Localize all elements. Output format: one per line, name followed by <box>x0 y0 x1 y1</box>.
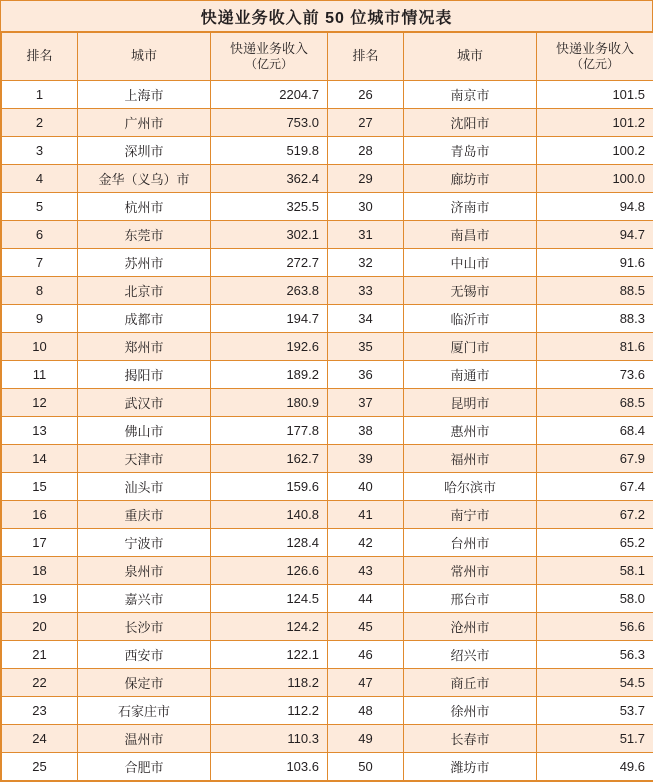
cell-revenue-left: 362.4 <box>211 165 328 193</box>
cell-rank-left: 5 <box>2 193 78 221</box>
cell-rank-left: 2 <box>2 109 78 137</box>
cell-city-right: 无锡市 <box>404 277 537 305</box>
cell-city-right: 临沂市 <box>404 305 537 333</box>
cell-rank-right: 27 <box>328 109 404 137</box>
cell-city-left: 金华（义乌）市 <box>78 165 211 193</box>
cell-revenue-left: 124.5 <box>211 585 328 613</box>
column-header-rank-right: 排名 <box>328 33 404 81</box>
table-row <box>2 669 653 697</box>
column-header-revenue-left-main: 快递业务收入 <box>229 40 308 56</box>
cell-city-right: 常州市 <box>404 557 537 585</box>
cell-revenue-right: 53.7 <box>537 697 653 725</box>
table-row <box>2 641 653 669</box>
cell-rank-right: 36 <box>328 361 404 389</box>
cell-city-right: 绍兴市 <box>404 641 537 669</box>
table-row <box>2 613 653 641</box>
city-express-revenue-table <box>1 32 653 781</box>
cell-revenue-right: 101.5 <box>537 81 653 109</box>
cell-rank-right: 39 <box>328 445 404 473</box>
cell-revenue-right: 58.0 <box>537 585 653 613</box>
table-row <box>2 333 653 361</box>
cell-city-left: 宁波市 <box>78 529 211 557</box>
cell-rank-left: 7 <box>2 249 78 277</box>
cell-city-right: 台州市 <box>404 529 537 557</box>
cell-rank-right: 50 <box>328 753 404 781</box>
cell-revenue-right: 88.5 <box>537 277 653 305</box>
cell-revenue-left: 110.3 <box>211 725 328 753</box>
cell-city-left: 揭阳市 <box>78 361 211 389</box>
cell-rank-right: 35 <box>328 333 404 361</box>
cell-rank-left: 16 <box>2 501 78 529</box>
cell-revenue-right: 73.6 <box>537 361 653 389</box>
table-header <box>2 33 653 81</box>
cell-rank-right: 32 <box>328 249 404 277</box>
cell-city-left: 合肥市 <box>78 753 211 781</box>
cell-revenue-right: 94.8 <box>537 193 653 221</box>
cell-city-right: 徐州市 <box>404 697 537 725</box>
cell-city-right: 南京市 <box>404 81 537 109</box>
cell-rank-right: 43 <box>328 557 404 585</box>
cell-rank-left: 13 <box>2 417 78 445</box>
cell-city-left: 上海市 <box>78 81 211 109</box>
cell-city-left: 郑州市 <box>78 333 211 361</box>
table-row <box>2 725 653 753</box>
cell-revenue-right: 88.3 <box>537 305 653 333</box>
table-row <box>2 697 653 725</box>
cell-revenue-right: 91.6 <box>537 249 653 277</box>
table-row <box>2 361 653 389</box>
cell-city-right: 廊坊市 <box>404 165 537 193</box>
table-row <box>2 585 653 613</box>
cell-city-left: 佛山市 <box>78 417 211 445</box>
cell-city-right: 济南市 <box>404 193 537 221</box>
cell-city-left: 石家庄市 <box>78 697 211 725</box>
page-title: 快递业务收入前 50 位城市情况表 <box>200 9 453 27</box>
table-row <box>2 221 653 249</box>
cell-city-left: 保定市 <box>78 669 211 697</box>
cell-city-right: 潍坊市 <box>404 753 537 781</box>
cell-rank-left: 21 <box>2 641 78 669</box>
table-row <box>2 137 653 165</box>
cell-rank-right: 30 <box>328 193 404 221</box>
cell-rank-right: 37 <box>328 389 404 417</box>
cell-revenue-left: 103.6 <box>211 753 328 781</box>
cell-revenue-left: 194.7 <box>211 305 328 333</box>
cell-revenue-left: 124.2 <box>211 613 328 641</box>
table-row <box>2 109 653 137</box>
cell-rank-right: 49 <box>328 725 404 753</box>
column-header-revenue-left-unit: （亿元） <box>244 57 293 72</box>
table-row <box>2 389 653 417</box>
cell-revenue-left: 192.6 <box>211 333 328 361</box>
cell-rank-right: 34 <box>328 305 404 333</box>
cell-city-left: 深圳市 <box>78 137 211 165</box>
cell-city-right: 南昌市 <box>404 221 537 249</box>
cell-rank-left: 11 <box>2 361 78 389</box>
cell-revenue-right: 67.4 <box>537 473 653 501</box>
cell-rank-right: 41 <box>328 501 404 529</box>
cell-revenue-right: 101.2 <box>537 109 653 137</box>
cell-city-left: 成都市 <box>78 305 211 333</box>
cell-rank-right: 40 <box>328 473 404 501</box>
cell-rank-left: 8 <box>2 277 78 305</box>
cell-city-right: 长春市 <box>404 725 537 753</box>
cell-revenue-right: 68.5 <box>537 389 653 417</box>
cell-rank-left: 4 <box>2 165 78 193</box>
cell-revenue-left: 112.2 <box>211 697 328 725</box>
column-header-city-left: 城市 <box>78 33 211 81</box>
cell-rank-left: 9 <box>2 305 78 333</box>
cell-revenue-right: 94.7 <box>537 221 653 249</box>
cell-rank-right: 44 <box>328 585 404 613</box>
cell-revenue-right: 67.9 <box>537 445 653 473</box>
cell-rank-right: 46 <box>328 641 404 669</box>
cell-revenue-right: 68.4 <box>537 417 653 445</box>
cell-city-right: 哈尔滨市 <box>404 473 537 501</box>
cell-city-left: 苏州市 <box>78 249 211 277</box>
cell-revenue-right: 51.7 <box>537 725 653 753</box>
cell-rank-left: 10 <box>2 333 78 361</box>
cell-rank-left: 24 <box>2 725 78 753</box>
table-row <box>2 249 653 277</box>
cell-city-left: 泉州市 <box>78 557 211 585</box>
cell-city-right: 南宁市 <box>404 501 537 529</box>
column-header-revenue-right-main: 快递业务收入 <box>555 40 634 56</box>
table-body <box>2 81 653 781</box>
table-header-row <box>2 33 653 81</box>
cell-rank-right: 26 <box>328 81 404 109</box>
table-row <box>2 417 653 445</box>
cell-revenue-left: 519.8 <box>211 137 328 165</box>
cell-revenue-left: 122.1 <box>211 641 328 669</box>
cell-revenue-left: 159.6 <box>211 473 328 501</box>
cell-city-left: 天津市 <box>78 445 211 473</box>
cell-revenue-left: 128.4 <box>211 529 328 557</box>
cell-revenue-left: 753.0 <box>211 109 328 137</box>
cell-city-left: 广州市 <box>78 109 211 137</box>
cell-city-left: 北京市 <box>78 277 211 305</box>
cell-revenue-right: 81.6 <box>537 333 653 361</box>
cell-rank-right: 31 <box>328 221 404 249</box>
table-row <box>2 529 653 557</box>
cell-city-right: 惠州市 <box>404 417 537 445</box>
cell-rank-left: 15 <box>2 473 78 501</box>
cell-revenue-right: 100.2 <box>537 137 653 165</box>
cell-revenue-right: 49.6 <box>537 753 653 781</box>
cell-rank-left: 20 <box>2 613 78 641</box>
table-row <box>2 305 653 333</box>
cell-rank-left: 18 <box>2 557 78 585</box>
cell-city-right: 商丘市 <box>404 669 537 697</box>
cell-rank-left: 12 <box>2 389 78 417</box>
cell-revenue-left: 2204.7 <box>211 81 328 109</box>
cell-revenue-right: 56.3 <box>537 641 653 669</box>
cell-revenue-left: 272.7 <box>211 249 328 277</box>
cell-city-left: 长沙市 <box>78 613 211 641</box>
cell-city-right: 邢台市 <box>404 585 537 613</box>
cell-rank-right: 33 <box>328 277 404 305</box>
cell-city-left: 温州市 <box>78 725 211 753</box>
column-header-rank-left: 排名 <box>2 33 78 81</box>
cell-rank-right: 42 <box>328 529 404 557</box>
table-row <box>2 473 653 501</box>
cell-rank-left: 14 <box>2 445 78 473</box>
cell-city-right: 青岛市 <box>404 137 537 165</box>
cell-revenue-left: 302.1 <box>211 221 328 249</box>
cell-revenue-right: 100.0 <box>537 165 653 193</box>
cell-city-right: 南通市 <box>404 361 537 389</box>
cell-revenue-left: 180.9 <box>211 389 328 417</box>
cell-rank-left: 19 <box>2 585 78 613</box>
cell-rank-left: 1 <box>2 81 78 109</box>
cell-revenue-left: 325.5 <box>211 193 328 221</box>
cell-revenue-left: 140.8 <box>211 501 328 529</box>
column-header-revenue-right-unit: （亿元） <box>570 57 619 72</box>
cell-city-right: 沈阳市 <box>404 109 537 137</box>
cell-revenue-right: 54.5 <box>537 669 653 697</box>
cell-rank-left: 6 <box>2 221 78 249</box>
table-row <box>2 557 653 585</box>
cell-rank-left: 3 <box>2 137 78 165</box>
cell-rank-right: 38 <box>328 417 404 445</box>
cell-city-right: 沧州市 <box>404 613 537 641</box>
title-bar <box>1 1 652 32</box>
cell-rank-right: 45 <box>328 613 404 641</box>
cell-revenue-left: 189.2 <box>211 361 328 389</box>
column-header-revenue-right <box>537 33 653 81</box>
cell-rank-right: 47 <box>328 669 404 697</box>
column-header-revenue-left <box>211 33 328 81</box>
cell-rank-left: 25 <box>2 753 78 781</box>
cell-revenue-left: 118.2 <box>211 669 328 697</box>
table-row <box>2 81 653 109</box>
cell-rank-right: 48 <box>328 697 404 725</box>
cell-city-left: 杭州市 <box>78 193 211 221</box>
cell-rank-left: 22 <box>2 669 78 697</box>
cell-city-right: 福州市 <box>404 445 537 473</box>
cell-revenue-right: 58.1 <box>537 557 653 585</box>
cell-city-left: 东莞市 <box>78 221 211 249</box>
table-row <box>2 193 653 221</box>
cell-revenue-right: 65.2 <box>537 529 653 557</box>
table-row <box>2 753 653 781</box>
table-row <box>2 501 653 529</box>
cell-rank-right: 29 <box>328 165 404 193</box>
cell-city-left: 西安市 <box>78 641 211 669</box>
cell-city-left: 武汉市 <box>78 389 211 417</box>
cell-city-left: 嘉兴市 <box>78 585 211 613</box>
cell-revenue-left: 162.7 <box>211 445 328 473</box>
cell-revenue-left: 263.8 <box>211 277 328 305</box>
cell-revenue-left: 177.8 <box>211 417 328 445</box>
cell-city-left: 重庆市 <box>78 501 211 529</box>
cell-city-left: 汕头市 <box>78 473 211 501</box>
table-row <box>2 445 653 473</box>
cell-city-right: 昆明市 <box>404 389 537 417</box>
column-header-city-right: 城市 <box>404 33 537 81</box>
cell-revenue-left: 126.6 <box>211 557 328 585</box>
table-row <box>2 165 653 193</box>
cell-city-right: 中山市 <box>404 249 537 277</box>
cell-revenue-right: 56.6 <box>537 613 653 641</box>
cell-revenue-right: 67.2 <box>537 501 653 529</box>
table-row <box>2 277 653 305</box>
cell-rank-right: 28 <box>328 137 404 165</box>
cell-rank-left: 23 <box>2 697 78 725</box>
cell-city-right: 厦门市 <box>404 333 537 361</box>
cell-rank-left: 17 <box>2 529 78 557</box>
